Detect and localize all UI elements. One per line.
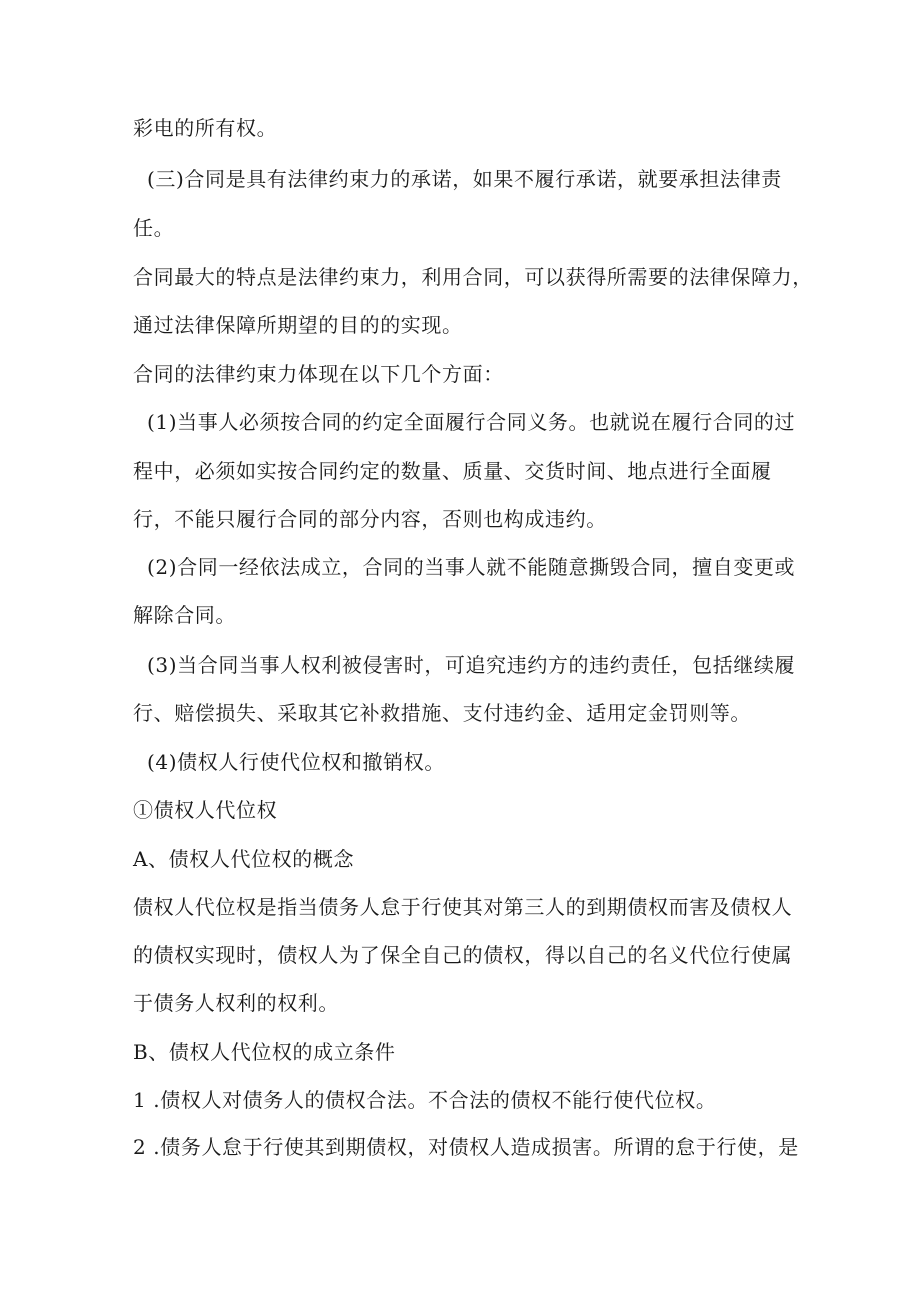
text-line: (4)债权人行使代位权和撤销权。: [147, 750, 445, 774]
text-line: (3)当合同当事人权利被侵害时，可追究违约方的违约责任，包括继续履: [147, 653, 796, 677]
text-line: 2 .债务人怠于行使其到期债权，对债权人造成损害。所谓的怠于行使，是: [133, 1135, 799, 1159]
text-line: 任。: [133, 216, 175, 240]
text-line: ①债权人代位权: [133, 798, 278, 822]
text-line: (1)当事人必须按合同的约定全面履行合同义务。也就说在履行合同的过: [147, 410, 796, 434]
text-line: 于债务人权利的权利。: [133, 991, 339, 1015]
text-line: (2)合同一经依法成立，合同的当事人就不能随意撕毁合同，擅自变更或: [147, 555, 796, 579]
text-line: A、债权人代位权的概念: [133, 847, 355, 871]
text-line: 1 .债权人对债务人的债权合法。不合法的债权不能行使代位权。: [133, 1088, 717, 1112]
text-line: 合同最大的特点是法律约束力，利用合同，可以获得所需要的法律保障力，: [133, 265, 813, 289]
text-line: 行，不能只履行合同的部分内容，否则也构成违约。: [133, 507, 607, 531]
text-line: 合同的法律约束力体现在以下几个方面：: [133, 362, 504, 386]
text-line: B、债权人代位权的成立条件: [133, 1040, 396, 1064]
text-line: 程中，必须如实按合同约定的数量、质量、交货时间、地点进行全面履: [133, 459, 772, 483]
text-line: (三)合同是具有法律约束力的承诺，如果不履行承诺，就要承担法律责: [147, 167, 782, 191]
text-line: 债权人代位权是指当债务人怠于行使其对第三人的到期债权而害及债权人: [133, 895, 793, 919]
text-line: 解除合同。: [133, 603, 236, 627]
text-line: 通过法律保障所期望的目的的实现。: [133, 313, 463, 337]
text-line: 彩电的所有权。: [133, 116, 278, 140]
text-line: 行、赔偿损失、采取其它补救措施、支付违约金、适用定金罚则等。: [133, 701, 751, 725]
text-line: 的债权实现时，债权人为了保全自己的债权，得以自己的名义代位行使属: [133, 943, 793, 967]
